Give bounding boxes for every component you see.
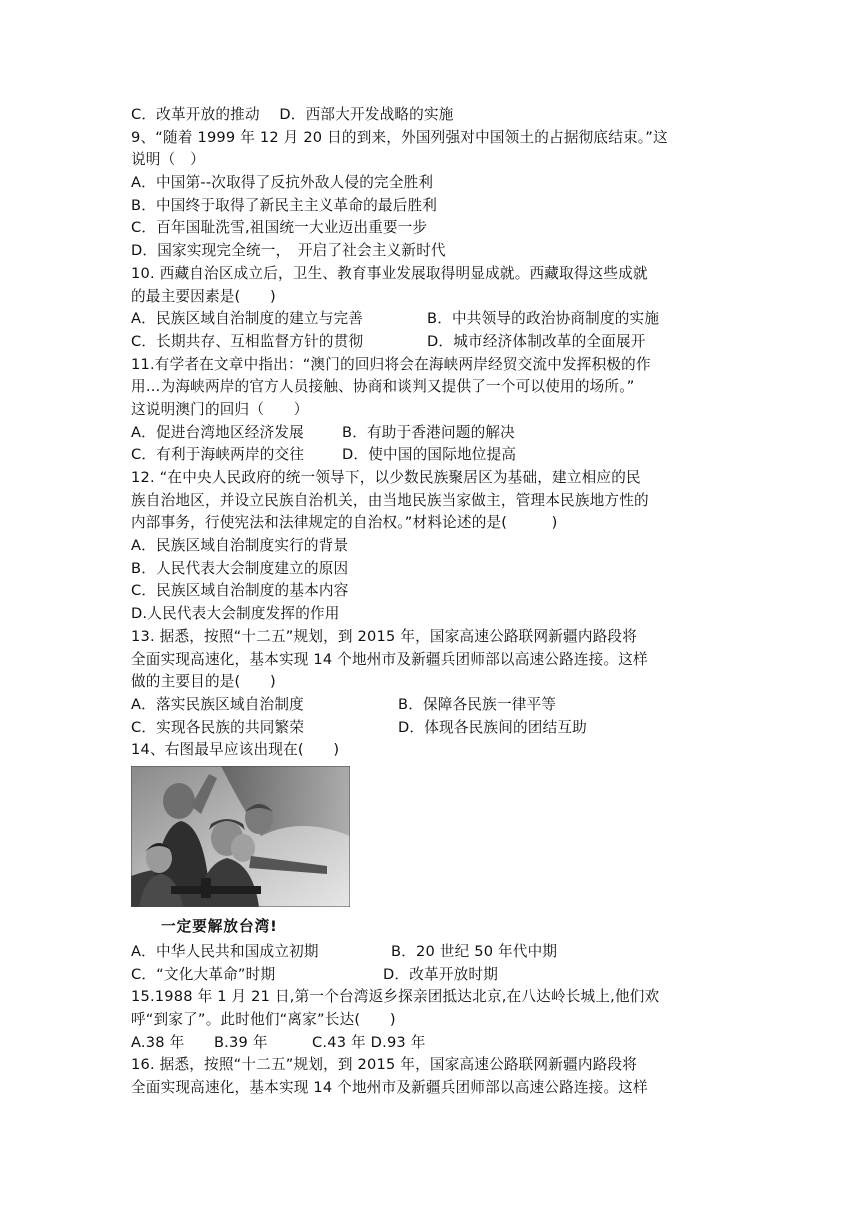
- q13-stem-line1: 13. 据悉，按照“十二五”规划，到 2015 年，国家高速公路联网新疆内路段将: [131, 627, 638, 645]
- q13-option-a: A．落实民族区域自治制度: [131, 695, 304, 713]
- q10-stem-line2: 的最主要因素是( ): [131, 287, 276, 305]
- q10-options-ab: [131, 308, 731, 331]
- q11-stem-line1: 11.有学者在文章中指出：“澳门的回归将会在海峡两岸经贸交流中发挥积极的作: [131, 355, 651, 373]
- q11-option-a: A．促进台湾地区经济发展: [131, 423, 304, 441]
- q10-option-d: D．城市经济体制改革的全面展开: [427, 332, 646, 350]
- q13-option-b: B．保障各民族一律平等: [398, 695, 557, 713]
- q12-option-b: B．人民代表大会制度建立的原因: [131, 559, 349, 577]
- q10-stem-line1: 10. 西藏自治区成立后，卫生、教育事业发展取得明显成就。西藏取得这些成就: [131, 264, 648, 282]
- q11-stem-line3: 这说明澳门的回归（ ）: [131, 400, 309, 418]
- q10-option-b: B．中共领导的政治协商制度的实施: [427, 310, 660, 328]
- q10-option-c: C．长期共存、互相监督方针的贯彻: [131, 332, 364, 350]
- q12-option-d: D.人民代表大会制度发挥的作用: [131, 605, 340, 623]
- q9-option-a: A．中国第--次取得了反抗外敌人侵的完全胜利: [131, 174, 434, 192]
- q13-option-c: C．实现各民族的共同繁荣: [131, 718, 305, 736]
- q13-options-cd: [131, 717, 731, 740]
- q12-stem-line1: 12. “在中央人民政府的统一领导下，以少数民族聚居区为基础，建立相应的民: [131, 469, 641, 486]
- q9-stem-line2: 说明（ ）: [131, 151, 205, 169]
- q11-option-d: D．使中国的国际地位提高: [342, 446, 517, 464]
- q12-option-c: C．民族区域自治制度的基本内容: [131, 582, 349, 600]
- q16-stem-line1: 16. 据悉，按照“十二五”规划，到 2015 年，国家高速公路联网新疆内路段将: [131, 1056, 638, 1074]
- q13-option-d: D．体现各民族间的团结互助: [398, 718, 587, 736]
- q9-option-c: C．百年国耻洗雪,祖国统一大业迈出重要一步: [131, 219, 428, 237]
- q14-option-d: D．改革开放时期: [383, 965, 498, 983]
- q14-option-a: A．中华人民共和国成立初期: [131, 942, 319, 960]
- q16-stem-line2: 全面实现高速化，基本实现 14 个地州市及新疆兵团师部以高速公路连接。这样: [131, 1079, 648, 1097]
- q9-option-d: D．国家实现完全统一， 开启了社会主义新时代: [131, 242, 446, 260]
- q11-options-ab: [131, 422, 731, 445]
- q10-option-a: A．民族区域自治制度的建立与完善: [131, 310, 364, 328]
- q12-stem-line2: 族自治地区，并设立民族自治机关，由当地民族当家做主，管理本民族地方性的: [131, 491, 649, 509]
- q14-option-c: C．“文化大革命”时期: [131, 965, 276, 983]
- q15-stem-line1: 15.1988 年 1 月 21 日,第一个台湾返乡探亲团抵达北京,在八达岭长城上,他们欢: [131, 988, 660, 1006]
- q15-stem-line2: 呼“到家了”。此时他们“离家”长达( ): [131, 1011, 396, 1028]
- q14-stem: 14、右图最早应该出现在( ): [131, 741, 340, 759]
- q11-options-cd: [131, 444, 731, 467]
- q9-stem-line1: 9、“随着 1999 年 12 月 20 日的到来，外国列强对中国领土的占据彻底结束。”这: [131, 128, 668, 146]
- poster-figure: [131, 766, 350, 939]
- q11-option-b: B．有助于香港问题的解决: [342, 423, 515, 441]
- q12-stem-line3: 内部事务，行使宪法和法律规定的自治权。”材料论述的是( ): [131, 514, 558, 532]
- document-page: [131, 104, 731, 1100]
- q14-option-b: B．20 世纪 50 年代中期: [391, 942, 558, 960]
- q12-option-a: A．民族区域自治制度实行的背景: [131, 537, 349, 555]
- propaganda-poster-image: [131, 766, 350, 907]
- q11-stem-line2: 用…为海峡两岸的官方人员接触、协商和谈判又提供了一个可以使用的场所。”: [131, 378, 635, 396]
- q10-options-cd: [131, 331, 731, 354]
- q14-options-ab: [131, 941, 731, 964]
- poster-caption: 一定要解放台湾!: [161, 917, 278, 935]
- q8-options-cd: C．改革开放的推动 D．西部大开发战略的实施: [131, 106, 454, 123]
- q13-stem-line2: 全面实现高速化，基本实现 14 个地州市及新疆兵团师部以高速公路连接。这样: [131, 650, 648, 668]
- q11-option-c: C．有利于海峡两岸的交往: [131, 446, 305, 464]
- q13-options-ab: [131, 694, 731, 717]
- q9-option-b: B．中国终于取得了新民主主义革命的最后胜利: [131, 196, 438, 214]
- q15-options: A.38 年 B.39 年 C.43 年 D.93 年: [131, 1033, 426, 1051]
- q13-stem-line3: 做的主要目的是( ): [131, 673, 276, 691]
- q14-options-cd: [131, 964, 731, 987]
